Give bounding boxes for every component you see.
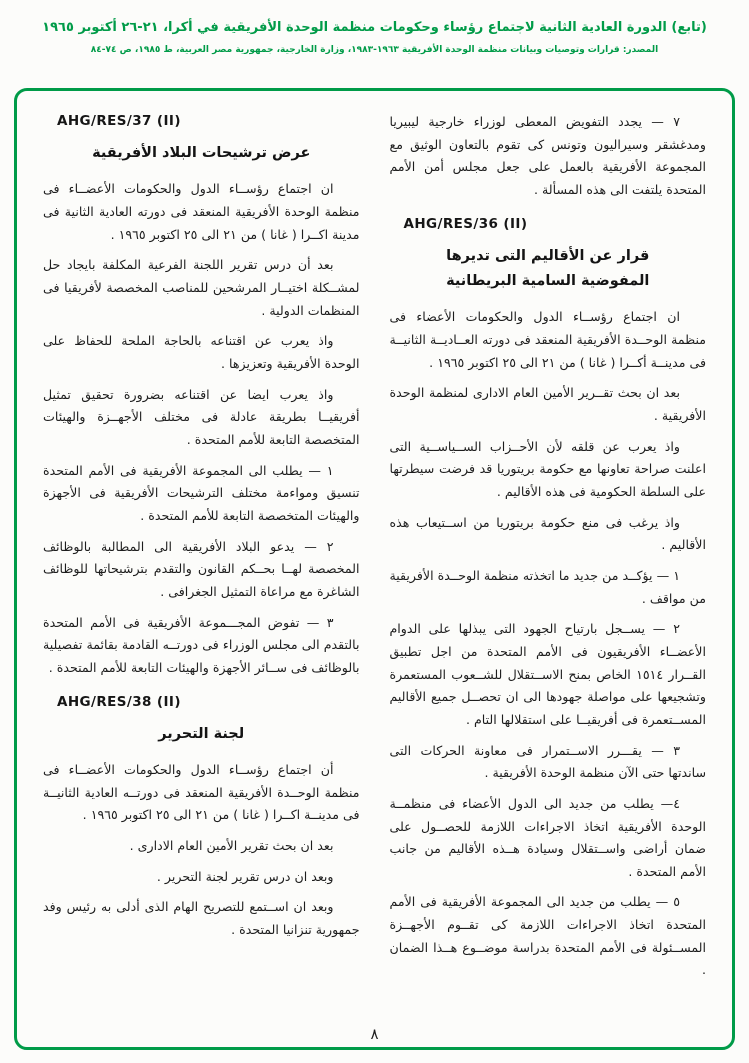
paragraph: ١ — يطلب الى المجموعة الأفريقية فى الأمم المتحدة تنسيق ومواءمة مختلف الترشيحات الأفريقية فى الأجهزة والهيئات المتخصصة التابعة للأمم المتحدة . [43,462,360,523]
resolution-title [43,722,360,747]
paragraph: ٣ — يقـــرر الاســتمرار فى معاونة الحركات التى ساندتها حتى الآن منظمة الوحدة الأفريقية . [389,742,706,781]
paragraph: ١ — يؤكــد من جديد ما اتخذته منظمة الوحــدة الأفريقية من مواقف . [389,567,706,606]
header-title: (تابع) الدورة العادية الثانية لاجتماع رؤساء وحكومات منظمة الوحدة الأفريقية في أكرا، ٢١-٢٦ أكتوبر ١٩٦٥ [42,20,707,35]
resolution-code: AHG/RES/37 (II) [57,113,181,129]
paragraph: ٢ — يســجل بارتياح الجهود التى يبذلها على الدوام الأعضــاء الأفريقيون فى الأمم المتحدة من اجل تطبيق القــرار ١٥١٤ الخاص بمنح الاســتقلال للشــعوب المستعمرة وتشجيعها على مواصلة جهودها الى ان تحصــل جميع الأقاليم المســتعمرة فى أفريقيــا على استقلالها التام . [389,621,706,727]
paragraph: ٢ — يدعو البلاد الأفريقية الى المطالبة بالوظائف المخصصة لهــا بحــكم القانون والتقدم بترشيحاتها للوظائف الشاغرة مع مراعاة التمثيل الجغرافى . [43,538,360,599]
resolution-title [43,141,360,166]
paragraph: واذ يعرب عن قلقه لأن الأحــزاب الســياســية التى اعلنت صراحة تعاونها مع حكومة بريتوريا قد فرضت سيطرتها على السلطة الحكومية فى هذه الأقاليم . [389,438,706,499]
resolution-title-line: قرار عن الأقاليم التى تديرها [446,247,650,264]
resolution-code: AHG/RES/36 (II) [403,215,528,232]
resolution-title-line: المفوضية السامية البريطانية [446,273,650,289]
paragraph: بعد ان بحث تقرير الأمين العام الادارى . [129,837,334,853]
paragraph: ٧ — يجدد التفويض المعطى لوزراء خارجية ليبيريا ومدغشقر وسيراليون وتونس كى تقوم بالتعاون الوثيق مع المجموعة الأفريقية بالعمل على جعل مجلس أمن الأمم المتحدة يلتفت الى هذه المسألة . [389,114,706,197]
paragraph: واذ يعرب عن اقتناعه بالحاجة الملحة للحفاظ على الوحدة الأفريقية وتعزيزها . [43,333,360,371]
column-right [390,111,707,1013]
content-frame [14,88,735,1050]
paragraph: واذ يرغب فى منع حكومة بريتوريا من اســتيعاب هذه الأقاليم . [389,514,706,553]
column-left [43,111,360,1013]
page-header [0,0,749,55]
paragraph: بعد ان بحث تقــرير الأمين العام الادارى لمنظمة الوحدة الأفريقية . [389,385,706,423]
resolution-title [390,244,707,295]
paragraph: ٥ — يطلب من جديد الى المجموعة الأفريقية فى الأمم المتحدة اتخاذ الاجراءات اللازمة كى تقــوم الأجهــزة المســئولة فى الأمم المتحدة بدراسة موضــوع هــذا الضمان . [389,894,706,978]
paragraph: أن اجتماع رؤســاء الدول والحكومات الأعضــاء فى منظمة الوحــدة الأفريقية المنعقد فى دورتــه العادية الثانيــة فى مدينــة اكــرا ( غانا ) من ٢١ الى ٢٥ اكتوبر ١٩٦٥ . [43,761,360,823]
paragraph: ان اجتماع رؤســاء الدول والحكومات الأعضاء فى منظمة الوحــدة الأفريقية المنعقد فى دورته العــاديــة الثانيــة فى مدينــة أكــرا ( غانا ) من ٢١ الى ٢٥ اكتوبر ١٩٦٥ . [389,309,706,370]
paragraph: وبعد ان اســتمع للتصريح الهام الذى أدلى به رئيس وفد جمهورية تنزانيا المتحدة . [43,899,360,937]
paragraph: بعد أن درس تقرير اللجنة الفرعية المكلفة بايجاد حل لمشــكلة اختيــار المرشحين للمناصب المخصصة لأفريقيا فى المنظمات الدولية . [43,257,360,318]
paragraph: وبعد ان درس تقرير لجنة التحرير . [156,868,334,884]
page-number: ٨ [370,1025,379,1043]
resolution-code: AHG/RES/38 (II) [57,693,181,710]
paragraph: واذ يعرب ايضا عن اقتناعه بضرورة تحقيق تمثيل أفريقيــا بطريقة عادلة فى مختلف الأجهــزة والهيئات المتخصصة التابعة للأمم المتحدة . [43,386,360,447]
two-column-layout [43,111,706,1013]
paragraph: ٤— يطلب من جديد الى الدول الأعضاء فى منظمــة الوحدة الأفريقية اتخاذ الاجراءات اللازمة للحصــول على ضمان أراضى واســتقلال وسيادة هــذه الأقاليم من جانب الأمم المتحدة . [389,795,706,879]
resolution-title-line: عرض ترشيحات البلاد الأفريقية [92,145,311,161]
resolution-title-line: لجنة التحرير [158,725,245,742]
paragraph: ان اجتماع رؤســاء الدول والحكومات الأعضــاء فى منظمة الوحدة الأفريقية المنعقد فى دورته العادية الثانية فى مدينة اكــرا ( غانا ) من ٢١ الى ٢٥ اكتوبر ١٩٦٥ . [43,181,360,242]
paragraph: ٣ — تفوض المجـــموعة الأفريقية فى الأمم المتحدة بالتقدم الى مجلس الوزراء فى دورتــه القادمة بقائمة تفصيلية بالوظائف فى ســائر الأجهزة والهيئات التابعة للأمم المتحدة . [43,614,360,675]
header-source: المصدر: قرارات وتوصيات وبيانات منظمة الوحدة الأفريقية ١٩٦٣-١٩٨٣، وزارة الخارجية، جمهورية مصر العربية، ط ١٩٨٥، ص ٧٤-٨٤ [90,44,659,55]
